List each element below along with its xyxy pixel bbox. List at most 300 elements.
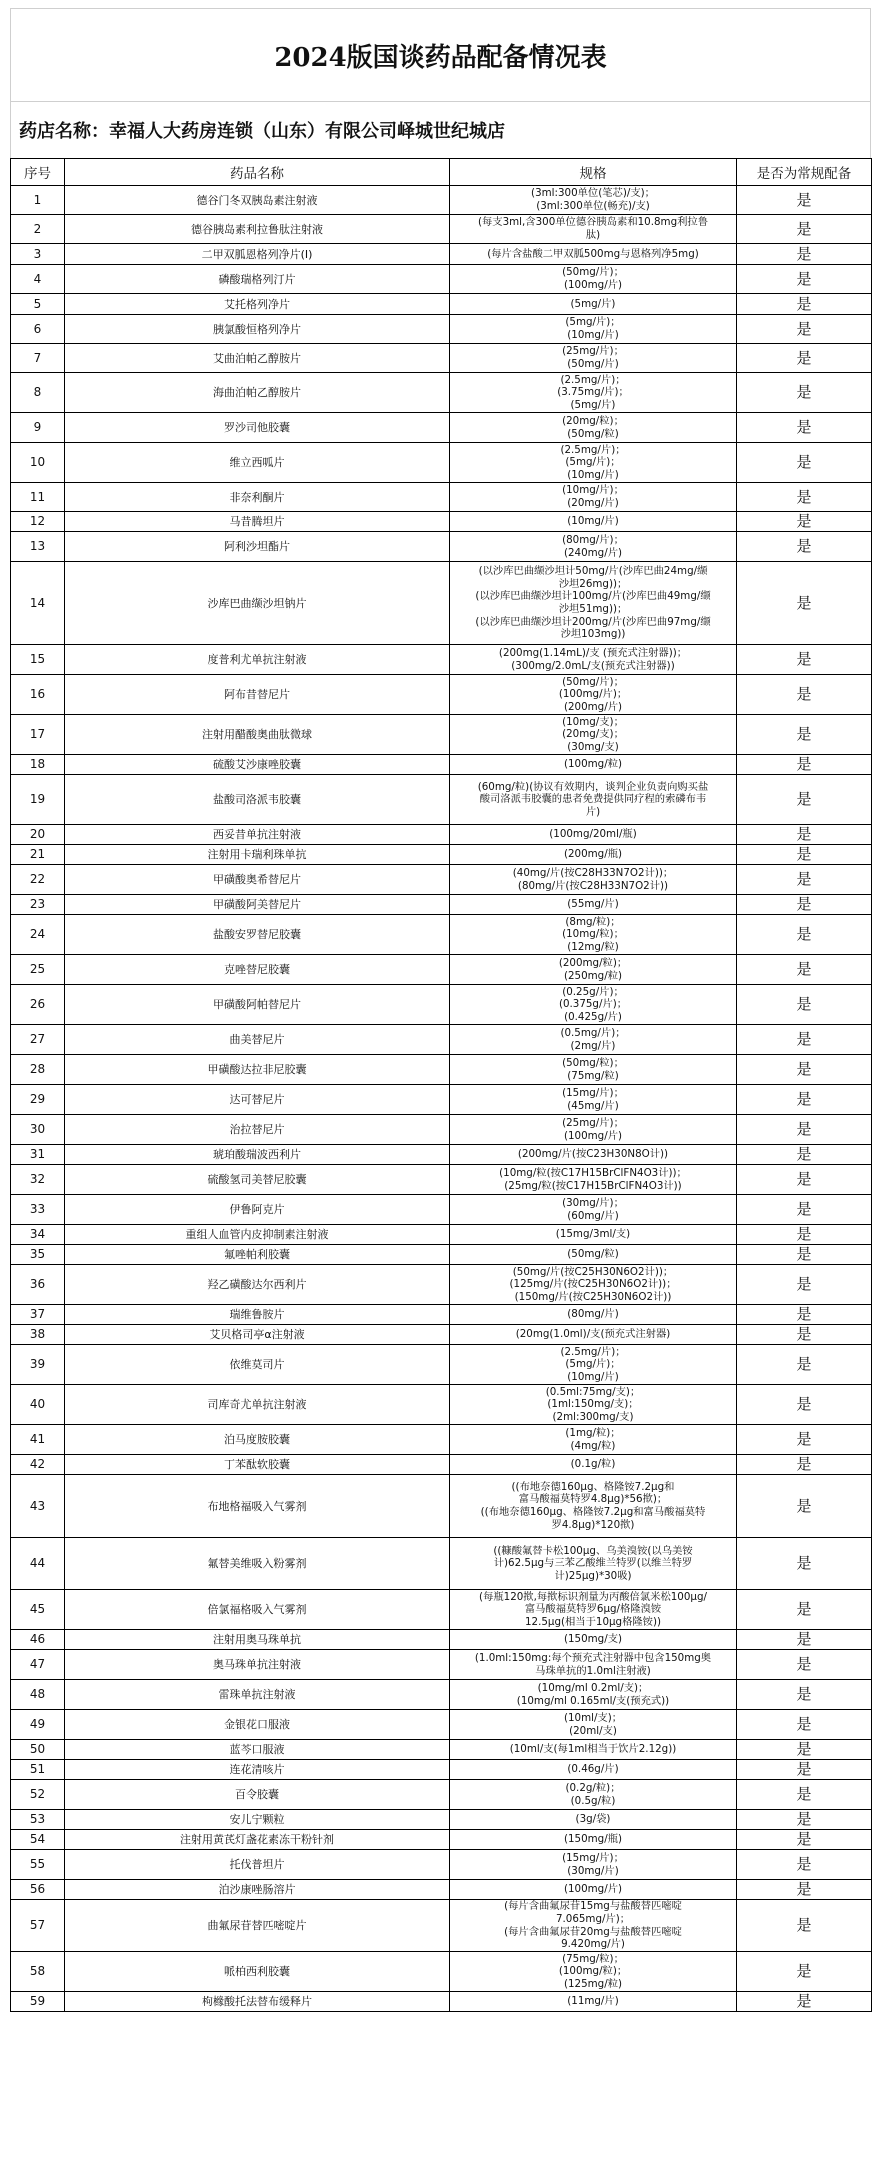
table-row xyxy=(11,825,872,845)
spec-line: (10mg/支)； xyxy=(562,715,624,728)
spec-line: (50mg/粒)； xyxy=(562,1056,624,1069)
row-number: 36 xyxy=(11,1265,65,1305)
drug-spec xyxy=(450,1992,737,2012)
row-number: 15 xyxy=(11,645,65,675)
spec-line: (15mg/3ml/支) xyxy=(555,1228,631,1241)
table-row xyxy=(11,1265,872,1305)
spec-line: (3g/袋) xyxy=(575,1813,611,1826)
regular-stock-flag: 是 xyxy=(737,1265,872,1305)
regular-stock-flag: 是 xyxy=(737,532,872,562)
drug-spec xyxy=(450,1455,737,1475)
table-row xyxy=(11,1455,872,1475)
row-number: 32 xyxy=(11,1165,65,1195)
regular-stock-flag: 是 xyxy=(737,1650,872,1680)
spec-line: (10mg/片) xyxy=(567,329,619,341)
regular-stock-flag: 是 xyxy=(737,1900,872,1952)
drug-spec xyxy=(450,1680,737,1710)
row-number: 5 xyxy=(11,294,65,315)
drug-spec xyxy=(450,483,737,512)
regular-stock-flag: 是 xyxy=(737,294,872,315)
spec-line: 富马酸福莫特罗6μg/格隆溴铵 xyxy=(524,1603,662,1616)
spec-line: (0.5g/粒) xyxy=(570,1794,616,1807)
drug-name: 安儿宁颗粒 xyxy=(65,1810,450,1830)
table-row xyxy=(11,1305,872,1325)
drug-name: 琥珀酸瑞波西利片 xyxy=(65,1145,450,1165)
regular-stock-flag: 是 xyxy=(737,1025,872,1055)
regular-stock-flag: 是 xyxy=(737,895,872,915)
spec-line: (10mg/片) xyxy=(567,468,619,481)
regular-stock-flag: 是 xyxy=(737,755,872,775)
regular-stock-flag: 是 xyxy=(737,1145,872,1165)
drug-name: 蓝芩口服液 xyxy=(65,1740,450,1760)
row-number: 56 xyxy=(11,1880,65,1900)
drug-name: 金银花口服液 xyxy=(65,1710,450,1740)
drug-name: 瑞维鲁胺片 xyxy=(65,1305,450,1325)
spec-line: (240mg/片) xyxy=(563,546,623,559)
spec-line: (1.0ml:150mg:每个预充式注射器中包含150mg奥 xyxy=(474,1651,712,1664)
spec-line: (15mg/片)； xyxy=(562,1086,624,1099)
table-row xyxy=(11,186,872,215)
row-number: 58 xyxy=(11,1952,65,1992)
row-number: 51 xyxy=(11,1760,65,1780)
regular-stock-flag: 是 xyxy=(737,1850,872,1880)
row-number: 34 xyxy=(11,1225,65,1245)
drug-spec xyxy=(450,265,737,294)
drug-spec xyxy=(450,1325,737,1345)
table-row xyxy=(11,1900,872,1952)
drug-table xyxy=(10,158,872,2012)
spec-line: (125mg/粒) xyxy=(563,1977,623,1990)
drug-name: 二甲双胍恩格列净片(Ⅰ) xyxy=(65,244,450,265)
spec-line: (20ml/支) xyxy=(569,1724,617,1737)
row-number: 45 xyxy=(11,1590,65,1630)
spec-line: (75mg/粒)； xyxy=(562,1952,624,1965)
regular-stock-flag: 是 xyxy=(737,715,872,755)
table-row xyxy=(11,373,872,413)
drug-spec xyxy=(450,985,737,1025)
row-number: 48 xyxy=(11,1680,65,1710)
drug-spec xyxy=(450,1085,737,1115)
row-number: 1 xyxy=(11,186,65,215)
spec-line: (2ml:300mg/支) xyxy=(552,1410,634,1423)
regular-stock-flag: 是 xyxy=(737,1115,872,1145)
regular-stock-flag: 是 xyxy=(737,865,872,895)
regular-stock-flag: 是 xyxy=(737,1780,872,1810)
spec-line: (150mg/片(按C25H30N6O2计)) xyxy=(514,1290,672,1303)
table-row xyxy=(11,1810,872,1830)
drug-spec xyxy=(450,895,737,915)
table-row xyxy=(11,532,872,562)
row-number: 27 xyxy=(11,1025,65,1055)
spec-line: (3ml:300单位(畅充)/支) xyxy=(536,200,650,212)
table-row xyxy=(11,775,872,825)
drug-name: 甲磺酸达拉非尼胶囊 xyxy=(65,1055,450,1085)
drug-spec xyxy=(450,562,737,645)
spec-line: (0.375g/片)； xyxy=(558,998,628,1011)
spec-line: (200mg/片) xyxy=(563,700,623,713)
drug-name: 丁苯酞软胶囊 xyxy=(65,1455,450,1475)
drug-spec xyxy=(450,845,737,865)
drug-spec xyxy=(450,186,737,215)
row-number: 38 xyxy=(11,1325,65,1345)
drug-spec xyxy=(450,645,737,675)
spec-line: (20mg(1.0ml)/支(预充式注射器) xyxy=(515,1328,671,1341)
table-row xyxy=(11,1325,872,1345)
spec-line: 9.420mg/片) xyxy=(561,1938,625,1951)
drug-spec xyxy=(450,1850,737,1880)
spec-line: (100mg/片) xyxy=(563,1883,623,1896)
regular-stock-flag: 是 xyxy=(737,373,872,413)
store-name: 幸福人大药房连锁（山东）有限公司峄城世纪城店 xyxy=(109,121,505,142)
drug-name: 伊鲁阿克片 xyxy=(65,1195,450,1225)
spec-line: (2.5mg/片)； xyxy=(560,443,626,456)
drug-name: 注射用黄芪灯盏花素冻干粉针剂 xyxy=(65,1830,450,1850)
drug-spec xyxy=(450,1810,737,1830)
row-number: 2 xyxy=(11,215,65,244)
drug-spec xyxy=(450,1538,737,1590)
drug-name: 泊马度胺胶囊 xyxy=(65,1425,450,1455)
drug-spec xyxy=(450,1225,737,1245)
row-number: 55 xyxy=(11,1850,65,1880)
spec-line: (25mg/片)； xyxy=(562,1116,624,1129)
table-row xyxy=(11,1055,872,1085)
regular-stock-flag: 是 xyxy=(737,1165,872,1195)
drug-name: 德谷胰岛素利拉鲁肽注射液 xyxy=(65,215,450,244)
spec-line: (10mg/片)； xyxy=(562,484,624,497)
regular-stock-flag: 是 xyxy=(737,1992,872,2012)
spec-line: (每支3ml,含300单位德谷胰岛素和10.8mg利拉鲁 xyxy=(477,216,709,229)
spec-line: (0.2g/粒)； xyxy=(565,1781,621,1794)
regular-stock-flag: 是 xyxy=(737,512,872,532)
drug-name: 硫酸氢司美替尼胶囊 xyxy=(65,1165,450,1195)
spec-line: (55mg/片) xyxy=(567,898,619,911)
drug-spec xyxy=(450,1740,737,1760)
row-number: 17 xyxy=(11,715,65,755)
spec-line: (20mg/支)； xyxy=(562,728,624,741)
spec-line: ((布地奈德160μg、格隆铵7.2μg和 xyxy=(511,1480,675,1493)
drug-spec xyxy=(450,294,737,315)
table-row xyxy=(11,1345,872,1385)
regular-stock-flag: 是 xyxy=(737,1195,872,1225)
table-row xyxy=(11,443,872,483)
table-row xyxy=(11,1880,872,1900)
drug-name: 曲氟尿苷替匹嘧啶片 xyxy=(65,1900,450,1952)
spec-line: (5mg/片)； xyxy=(565,456,621,469)
table-row xyxy=(11,512,872,532)
row-number: 37 xyxy=(11,1305,65,1325)
regular-stock-flag: 是 xyxy=(737,1455,872,1475)
drug-spec xyxy=(450,865,737,895)
drug-name: 甲磺酸阿美替尼片 xyxy=(65,895,450,915)
drug-name: 注射用卡瑞利珠单抗 xyxy=(65,845,450,865)
drug-name: 非奈利酮片 xyxy=(65,483,450,512)
regular-stock-flag: 是 xyxy=(737,1630,872,1650)
spec-line: (2mg/片) xyxy=(570,1039,616,1052)
drug-spec xyxy=(450,1760,737,1780)
table-row xyxy=(11,1145,872,1165)
drug-name: 达可替尼片 xyxy=(65,1085,450,1115)
spec-line: (300mg/2.0mL/支(预充式注射器)) xyxy=(511,659,675,672)
spec-line: (以沙库巴曲缬沙坦计50mg/片(沙库巴曲24mg/缬 xyxy=(478,565,708,578)
drug-name: 重组人血管内皮抑制素注射液 xyxy=(65,1225,450,1245)
drug-spec xyxy=(450,1952,737,1992)
spec-line: (80mg/片)； xyxy=(562,533,624,546)
spec-line: (1mg/粒)； xyxy=(565,1426,621,1439)
table-row xyxy=(11,645,872,675)
drug-spec xyxy=(450,1590,737,1630)
row-number: 8 xyxy=(11,373,65,413)
drug-spec xyxy=(450,512,737,532)
spec-line: (11mg/片) xyxy=(567,1995,619,2008)
table-row xyxy=(11,1115,872,1145)
spec-line: (3ml:300单位(笔芯)/支)； xyxy=(531,187,655,200)
regular-stock-flag: 是 xyxy=(737,1345,872,1385)
regular-stock-flag: 是 xyxy=(737,955,872,985)
spec-line: (75mg/粒) xyxy=(567,1069,619,1082)
drug-name: 罗沙司他胶囊 xyxy=(65,413,450,443)
row-number: 7 xyxy=(11,344,65,373)
table-row xyxy=(11,915,872,955)
row-number: 53 xyxy=(11,1810,65,1830)
drug-spec xyxy=(450,344,737,373)
table-row xyxy=(11,483,872,512)
spec-line: (100mg/片) xyxy=(563,279,623,291)
row-number: 26 xyxy=(11,985,65,1025)
table-row xyxy=(11,315,872,344)
table-row xyxy=(11,715,872,755)
spec-line: (60mg/片) xyxy=(567,1209,619,1222)
drug-name: 西妥昔单抗注射液 xyxy=(65,825,450,845)
drug-spec xyxy=(450,1345,737,1385)
spec-line: (以沙库巴曲缬沙坦计100mg/片(沙库巴曲49mg/缬 xyxy=(475,590,711,603)
drug-spec xyxy=(450,244,737,265)
drug-name: 盐酸司洛派韦胶囊 xyxy=(65,775,450,825)
table-body xyxy=(11,186,872,2012)
spec-line: (0.46g/片) xyxy=(567,1763,619,1776)
spec-line: (30mg/片)； xyxy=(562,1196,624,1209)
row-number: 19 xyxy=(11,775,65,825)
spec-line: (10mg/片) xyxy=(567,1370,619,1383)
table-row xyxy=(11,294,872,315)
spec-line: (45mg/片) xyxy=(567,1099,619,1112)
spec-line: (125mg/片(按C25H30N6O2计))； xyxy=(509,1278,677,1291)
spec-line: (1ml:150mg/支)； xyxy=(547,1398,639,1411)
regular-stock-flag: 是 xyxy=(737,645,872,675)
regular-stock-flag: 是 xyxy=(737,315,872,344)
drug-name: 百令胶囊 xyxy=(65,1780,450,1810)
spec-line: (60mg/粒)(协议有效期内，谈判企业负责向购买盐 xyxy=(477,780,709,793)
regular-stock-flag: 是 xyxy=(737,1085,872,1115)
drug-spec xyxy=(450,1115,737,1145)
spec-line: (150mg/支) xyxy=(563,1633,623,1646)
table-row xyxy=(11,413,872,443)
spec-line: (40mg/片(按C28H33N7O2计))； xyxy=(512,866,674,879)
spec-line: (100mg/片) xyxy=(563,1129,623,1142)
drug-spec xyxy=(450,775,737,825)
drug-name: 治拉替尼片 xyxy=(65,1115,450,1145)
drug-spec xyxy=(450,955,737,985)
spec-line: (5mg/片)； xyxy=(565,1358,621,1371)
spec-line: (每片含盐酸二甲双胍500mg与恩格列净5mg) xyxy=(487,247,699,260)
regular-stock-flag: 是 xyxy=(737,1952,872,1992)
regular-stock-flag: 是 xyxy=(737,1055,872,1085)
regular-stock-flag: 是 xyxy=(737,344,872,373)
table-row xyxy=(11,675,872,715)
spec-line: (80mg/片) xyxy=(567,1308,619,1321)
drug-name: 雷珠单抗注射液 xyxy=(65,1680,450,1710)
drug-spec xyxy=(450,373,737,413)
drug-spec xyxy=(450,1025,737,1055)
table-row xyxy=(11,1952,872,1992)
table-row xyxy=(11,1225,872,1245)
spec-line: (150mg/瓶) xyxy=(563,1833,623,1846)
drug-spec xyxy=(450,1425,737,1455)
drug-spec xyxy=(450,1145,737,1165)
regular-stock-flag: 是 xyxy=(737,1225,872,1245)
drug-name: 曲美替尼片 xyxy=(65,1025,450,1055)
spec-line: (每片含曲氟尿苷20mg与盐酸替匹嘧啶 xyxy=(504,1925,682,1938)
spec-line: (10mg/ml 0.2ml/支)； xyxy=(537,1681,649,1694)
table-row xyxy=(11,1165,872,1195)
table-row xyxy=(11,1538,872,1590)
spec-line: (50mg/片)； xyxy=(562,266,624,279)
drug-spec xyxy=(450,1195,737,1225)
spec-line: 肽) xyxy=(585,229,601,241)
column-header-regular: 是否为常规配备 xyxy=(737,159,872,186)
spec-line: (8mg/粒)； xyxy=(565,915,621,928)
row-number: 3 xyxy=(11,244,65,265)
drug-spec xyxy=(450,1265,737,1305)
spec-line: (0.425g/片) xyxy=(564,1010,622,1023)
regular-stock-flag: 是 xyxy=(737,443,872,483)
drug-name: 阿布昔替尼片 xyxy=(65,675,450,715)
spec-line: (20mg/片) xyxy=(567,497,619,509)
spec-line: (5mg/片) xyxy=(570,398,616,411)
spec-line: (10mg/ml 0.165ml/支(预充式)) xyxy=(516,1694,670,1707)
row-number: 59 xyxy=(11,1992,65,2012)
drug-spec xyxy=(450,532,737,562)
drug-spec xyxy=(450,1630,737,1650)
row-number: 9 xyxy=(11,413,65,443)
table-row xyxy=(11,1085,872,1115)
row-number: 10 xyxy=(11,443,65,483)
regular-stock-flag: 是 xyxy=(737,1810,872,1830)
spec-line: (每瓶120揿,每揿标识剂量为丙酸倍氯米松100μg/ xyxy=(479,1590,707,1603)
table-header-row xyxy=(11,159,872,186)
spec-line: 片) xyxy=(585,805,601,818)
spec-line: 7.065mg/片)； xyxy=(555,1912,631,1925)
spec-line: ((糠酸氟替卡松100μg、乌美溴铵(以乌美铵 xyxy=(493,1544,693,1557)
spec-line: (25mg/粒(按C17H15BrClFN4O3计)) xyxy=(504,1179,682,1192)
row-number: 33 xyxy=(11,1195,65,1225)
row-number: 29 xyxy=(11,1085,65,1115)
spec-line: (100mg/片)； xyxy=(558,688,628,701)
drug-spec xyxy=(450,675,737,715)
table-row xyxy=(11,344,872,373)
regular-stock-flag: 是 xyxy=(737,985,872,1025)
table-row xyxy=(11,1780,872,1810)
drug-name: 马昔腾坦片 xyxy=(65,512,450,532)
regular-stock-flag: 是 xyxy=(737,562,872,645)
regular-stock-flag: 是 xyxy=(737,845,872,865)
regular-stock-flag: 是 xyxy=(737,1590,872,1630)
drug-name: 注射用醋酸奥曲肽微球 xyxy=(65,715,450,755)
table-row xyxy=(11,215,872,244)
table-row xyxy=(11,1245,872,1265)
drug-name: 司库奇尤单抗注射液 xyxy=(65,1385,450,1425)
drug-spec xyxy=(450,413,737,443)
spec-line: 沙坦26mg))； xyxy=(558,577,628,590)
drug-name: 磷酸瑞格列汀片 xyxy=(65,265,450,294)
row-number: 20 xyxy=(11,825,65,845)
regular-stock-flag: 是 xyxy=(737,1880,872,1900)
spec-line: (以沙库巴曲缬沙坦计200mg/片(沙库巴曲97mg/缬 xyxy=(475,615,711,628)
spec-line: (30mg/片) xyxy=(567,1864,619,1877)
regular-stock-flag: 是 xyxy=(737,186,872,215)
row-number: 40 xyxy=(11,1385,65,1425)
spec-line: 罗4.8μg)*120揿) xyxy=(551,1518,635,1531)
column-header-no: 序号 xyxy=(11,159,65,186)
table-row xyxy=(11,1830,872,1850)
row-number: 24 xyxy=(11,915,65,955)
spec-line: ((布地奈德160μg、格隆铵7.2μg和富马酸福莫特 xyxy=(480,1506,706,1518)
drug-spec xyxy=(450,1385,737,1425)
spec-line: 沙坦103mg)) xyxy=(560,628,626,641)
regular-stock-flag: 是 xyxy=(737,825,872,845)
spec-line: (100mg/粒)； xyxy=(558,1965,628,1978)
regular-stock-flag: 是 xyxy=(737,1710,872,1740)
regular-stock-flag: 是 xyxy=(737,1680,872,1710)
drug-spec xyxy=(450,1650,737,1680)
row-number: 12 xyxy=(11,512,65,532)
regular-stock-flag: 是 xyxy=(737,244,872,265)
spec-line: 计)62.5μg与三苯乙酸维兰特罗(以维兰特罗 xyxy=(493,1557,693,1570)
regular-stock-flag: 是 xyxy=(737,1305,872,1325)
row-number: 16 xyxy=(11,675,65,715)
drug-spec xyxy=(450,215,737,244)
spec-line: 沙坦51mg))； xyxy=(558,603,628,615)
table-row xyxy=(11,1385,872,1425)
spec-line: (50mg/粒) xyxy=(567,1248,619,1261)
drug-name: 羟乙磺酸达尔西利片 xyxy=(65,1265,450,1305)
drug-name: 甲磺酸阿帕替尼片 xyxy=(65,985,450,1025)
table-row xyxy=(11,1710,872,1740)
drug-name: 度普利尤单抗注射液 xyxy=(65,645,450,675)
drug-name: 氟替美维吸入粉雾剂 xyxy=(65,1538,450,1590)
page-title: 2024版国谈药品配备情况表 xyxy=(10,8,871,101)
store-label: 药店名称： xyxy=(19,121,109,142)
drug-name: 胰氯酸恒格列净片 xyxy=(65,315,450,344)
spec-line: (200mg/粒)； xyxy=(558,956,628,969)
spec-line: (0.25g/片)； xyxy=(562,985,624,998)
column-header-name: 药品名称 xyxy=(65,159,450,186)
drug-name: 德谷门冬双胰岛素注射液 xyxy=(65,186,450,215)
drug-name: 枸橼酸托法替布缓释片 xyxy=(65,1992,450,2012)
regular-stock-flag: 是 xyxy=(737,675,872,715)
spec-line: (4mg/粒) xyxy=(570,1439,616,1452)
drug-name: 奥马珠单抗注射液 xyxy=(65,1650,450,1680)
regular-stock-flag: 是 xyxy=(737,1385,872,1425)
row-number: 49 xyxy=(11,1710,65,1740)
drug-spec xyxy=(450,1055,737,1085)
row-number: 31 xyxy=(11,1145,65,1165)
spec-line: (5mg/片)； xyxy=(565,316,621,329)
spec-line: (15mg/片)； xyxy=(562,1851,624,1864)
drug-spec xyxy=(450,1165,737,1195)
row-number: 41 xyxy=(11,1425,65,1455)
spec-line: 富马酸福莫特罗4.8μg)*56揿)； xyxy=(518,1493,668,1506)
table-row xyxy=(11,1475,872,1538)
